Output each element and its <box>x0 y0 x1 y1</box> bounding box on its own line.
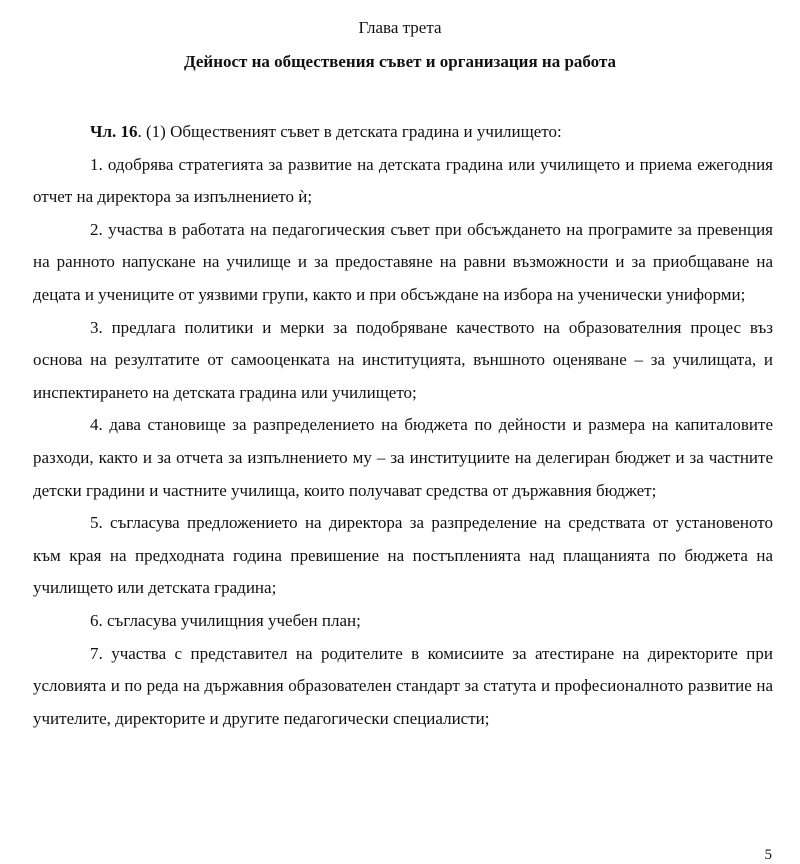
list-item: 3. предлага политики и мерки за подобряване качеството на образователния процес въз основа на резултатите от самооценката на институцията, външното оценяване – за училищата, и инспектирането на детската градина или училището; <box>33 317 773 402</box>
chapter-subtitle: Дейност на обществения съвет и организация на работа <box>183 52 617 71</box>
page-number: 5 <box>764 847 772 863</box>
chapter-title: Глава трета <box>358 18 442 37</box>
list-item: 6. съгласува училищния учебен план; <box>90 610 361 630</box>
list-item: 7. участва с представител на родителите в комисиите за атестиране на директорите при условията и по реда на държавния образователен стандарт за статута и професионалното развитие на учителите, директорите и другите педагогически специалисти; <box>33 643 773 728</box>
list-item: 4. дава становище за разпределението на бюджета по дейности и размера на капиталовите разходи, както и за отчета за изпълнението му – за институциите на делегиран бюджет и за частните детски градини и частните училища, които получават средства от държавния бюджет; <box>33 415 773 500</box>
list-item: 2. участва в работата на педагогическия съвет при обсъждането на програмите за превенция на ранното напускане на училище и за предоставяне на равни възможности и за приобщаване на децата и учениците от уязвими групи, както и при обсъждане на избора на ученически униформи; <box>33 219 773 304</box>
list-item: 5. съгласува предложението на директора за разпределение на средствата от установеното към края на предходната година превишение на постъпленията над плащанията по бюджета на училището или детската градина; <box>33 513 773 598</box>
article-label: Чл. 16 <box>90 122 138 141</box>
article-body <box>33 116 773 735</box>
article-intro <box>33 116 773 149</box>
article-intro-text: . (1) Общественият съвет в детската градина и училището: <box>137 122 562 141</box>
list-item: 1. одобрява стратегията за развитие на детската градина или училището и приема ежегодния отчет на директора за изпълнението ѝ; <box>33 154 773 207</box>
